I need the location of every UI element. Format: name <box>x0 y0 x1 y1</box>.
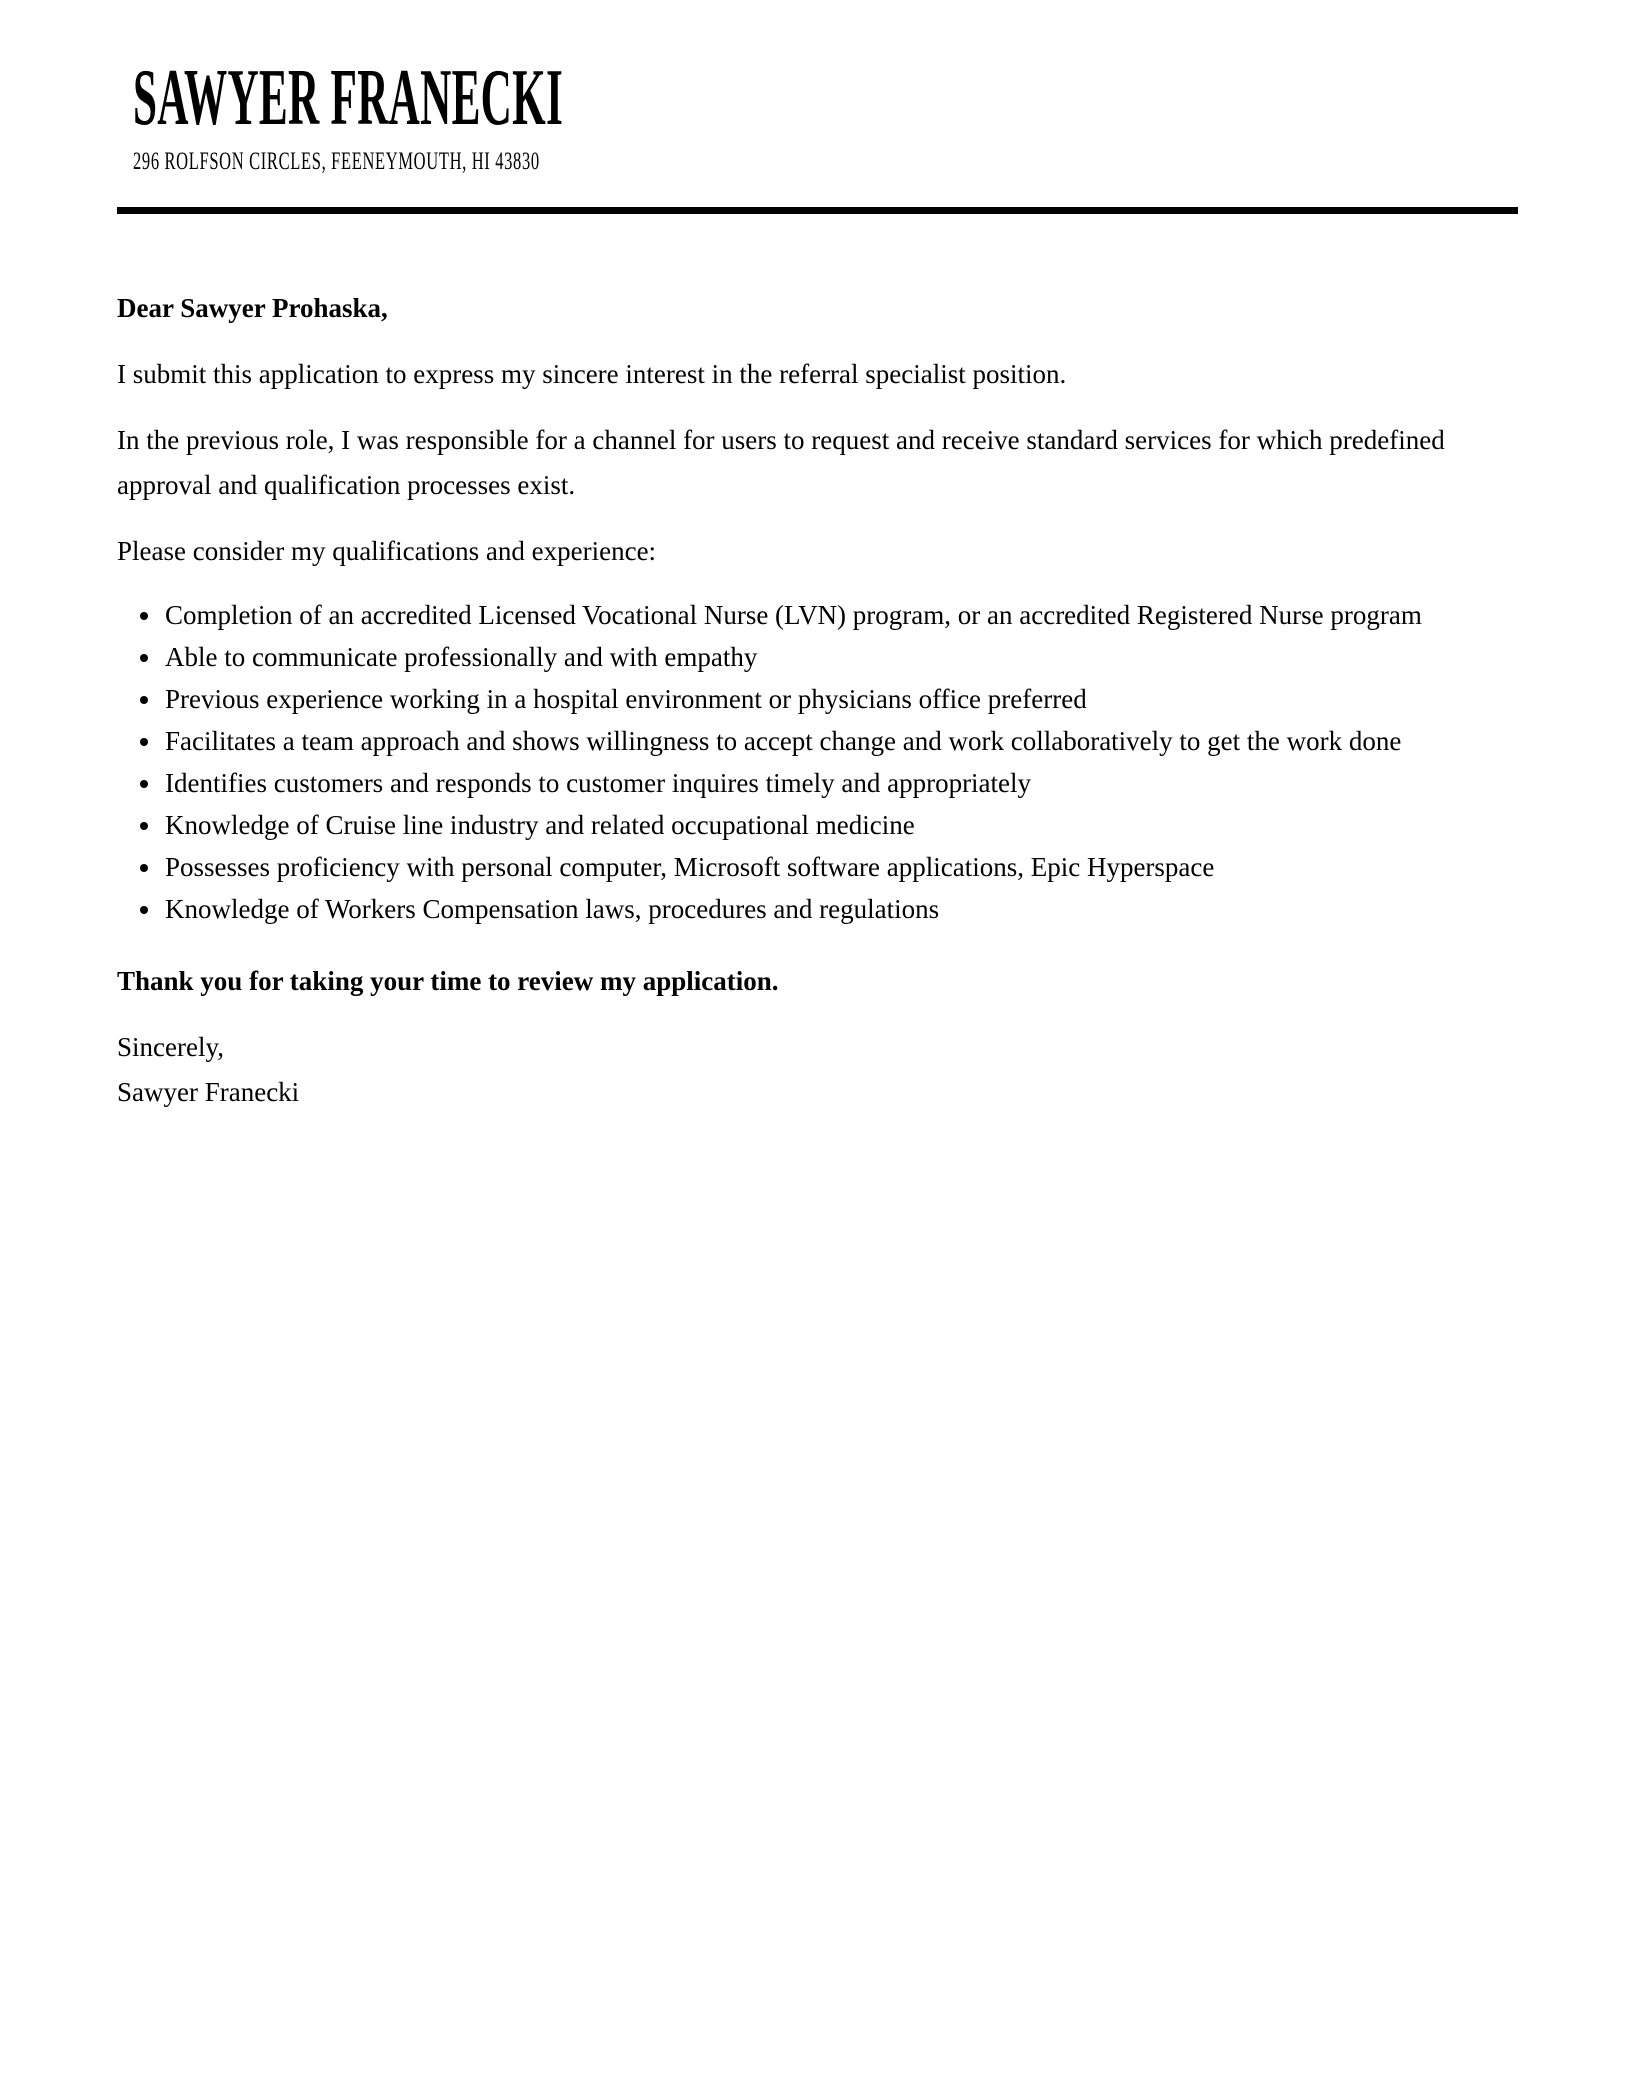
sender-address: 296 ROLFSON CIRCLES, FEENEYMOUTH, HI 43830 <box>133 148 540 175</box>
qualification-item: • Completion of an accredited Licensed Vocational Nurse (LVN) program, or an accredited Registered Nurse program <box>163 595 1518 635</box>
letter-body <box>117 286 1518 1115</box>
paragraph-qualifications-intro: Please consider my qualifications and experience: <box>117 536 657 566</box>
qualification-item: • Able to communicate professionally and with empathy <box>163 637 1518 677</box>
qualification-item: • Possesses proficiency with personal computer, Microsoft software applications, Epic Hyperspace <box>163 847 1518 887</box>
closing-word: Sincerely, <box>117 1032 224 1062</box>
letter-header <box>117 54 1518 177</box>
header-divider-rule <box>117 207 1518 214</box>
qualification-item: • Identifies customers and responds to customer inquires timely and appropriately <box>163 763 1518 803</box>
qualifications-list <box>117 595 1518 929</box>
qualification-item: • Knowledge of Cruise line industry and related occupational medicine <box>163 805 1518 845</box>
qualification-item: • Facilitates a team approach and shows willingness to accept change and work collaboratively to get the work done <box>163 721 1518 761</box>
qualification-item: • Knowledge of Workers Compensation laws, procedures and regulations <box>163 889 1518 929</box>
qualification-item: • Previous experience working in a hospital environment or physicians office preferred <box>163 679 1518 719</box>
signoff-block <box>117 1025 1518 1115</box>
signature-name: Sawyer Franecki <box>117 1077 300 1107</box>
paragraph-previous-role: In the previous role, I was responsible for a channel for users to request and receive standard services for which predefined approval and qualification processes exist. <box>117 425 1445 500</box>
paragraph-intro: I submit this application to express my sincere interest in the referral specialist position. <box>117 359 1067 389</box>
thank-you-line: Thank you for taking your time to review my application. <box>117 966 779 996</box>
salutation: Dear Sawyer Prohaska, <box>117 293 388 323</box>
sender-name: SAWYER FRANECKI <box>133 54 564 142</box>
